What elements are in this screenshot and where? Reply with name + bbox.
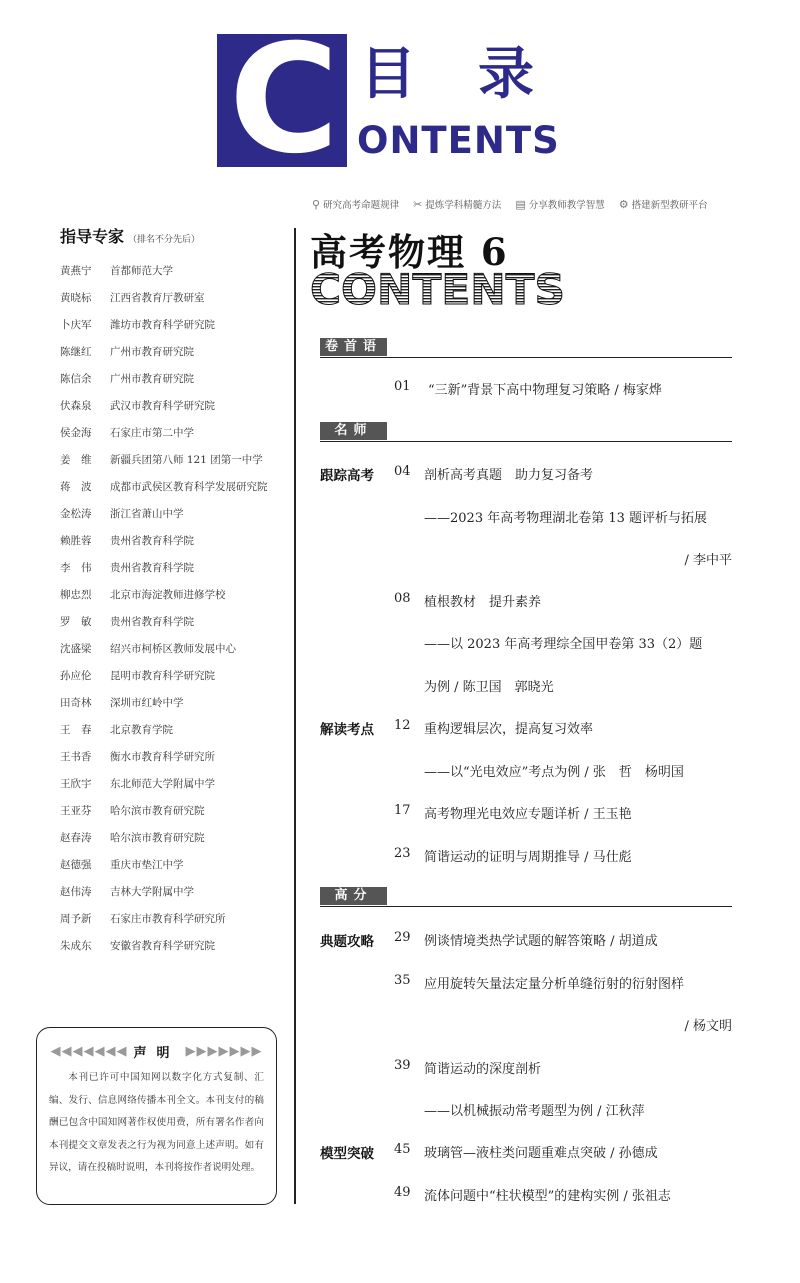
notice-box: [36, 1027, 277, 1205]
expert-organization: 成都市武侯区教育科学发展研究院: [110, 481, 268, 493]
expert-name: 柳忠烈: [60, 589, 92, 601]
expert-row: [60, 722, 290, 749]
expert-organization: 江西省教育厅教研室: [110, 292, 205, 304]
expert-name: 朱成东: [60, 940, 92, 952]
expert-organization: 首都师范大学: [110, 265, 173, 277]
expert-organization: 贵州省教育科学院: [110, 562, 194, 574]
contents-outline-word: [310, 268, 570, 310]
logo-letter: C: [228, 13, 336, 187]
toc-page-number: 04: [394, 464, 411, 479]
document-icon: ▤: [515, 197, 526, 211]
expert-organization: 安徽省教育科学研究院: [110, 940, 215, 952]
expert-row: [60, 425, 290, 452]
expert-row: [60, 641, 290, 668]
toc-page-number: 45: [394, 1142, 411, 1157]
expert-row: [60, 911, 290, 938]
contents-title-cn: 目录: [360, 42, 596, 107]
notice-title: 声明: [133, 1046, 180, 1061]
expert-name: 黄燕宁: [60, 265, 92, 277]
toc-entry[interactable]: “三新”背景下高中物理复习策略 / 梅家烨: [428, 383, 662, 398]
column-divider: [294, 228, 296, 1204]
toc-entry[interactable]: 剖析高考真题 助力复习备考: [424, 468, 594, 483]
expert-organization: 广州市教育研究院: [110, 346, 194, 358]
expert-organization: 新疆兵团第八师 121 团第一中学: [110, 454, 263, 466]
expert-name: 侯金海: [60, 427, 92, 439]
expert-organization: 衡水市教育科学研究所: [110, 751, 215, 763]
expert-name: 罗 敏: [60, 616, 92, 628]
expert-organization: 石家庄市教育科学研究所: [110, 913, 226, 925]
expert-organization: 贵州省教育科学院: [110, 535, 194, 547]
expert-name: 李 伟: [60, 562, 92, 574]
expert-name: 蒋 波: [60, 481, 92, 493]
tools-icon: ✂: [413, 197, 423, 211]
slogan: ✂ 提炼学科精髓方法: [413, 197, 502, 211]
expert-name: 陈信余: [60, 373, 92, 385]
toc-entry[interactable]: 流体问题中“柱状模型”的建构实例 / 张祖志: [424, 1189, 671, 1204]
expert-organization: 东北师范大学附属中学: [110, 778, 215, 790]
toc-entry[interactable]: 植根教材 提升素养: [424, 595, 542, 610]
section-bar: [320, 887, 732, 907]
expert-organization: 吉林大学附属中学: [110, 886, 194, 898]
expert-row: [60, 938, 290, 965]
expert-name: 沈盛梁: [60, 643, 92, 655]
slogan: ⚲ 研究高考命题规律: [312, 197, 400, 211]
expert-organization: 潍坊市教育科学研究院: [110, 319, 215, 331]
expert-row: [60, 506, 290, 533]
notice-body: 本刊已许可中国知网以数字化方式复制、汇编、发行、信息网络传播本刊全文。本刊支付的稿酬已包含中国知网著作权使用费，所有署名作者向本刊提交文章发表之行为视为同意上述声明。如有异议，请在投稿时说明，本刊将按作者说明处理。: [49, 1072, 264, 1173]
toc-page-number: 23: [394, 846, 411, 861]
logo-block: [217, 13, 347, 187]
toc-entry[interactable]: 玻璃管—液柱类问题重难点突破 / 孙德成: [424, 1146, 658, 1161]
toc-entry[interactable]: 简谐运动的证明与周期推导 / 马仕彪: [424, 850, 632, 865]
expert-row: [60, 560, 290, 587]
expert-organization: 浙江省萧山中学: [110, 508, 184, 520]
toc-entry[interactable]: 简谐运动的深度剖析: [424, 1062, 542, 1077]
expert-name: 王亚芬: [60, 805, 92, 817]
expert-organization: 广州市教育研究院: [110, 373, 194, 385]
expert-name: 王书香: [60, 751, 92, 763]
expert-row: [60, 695, 290, 722]
expert-row: [60, 803, 290, 830]
expert-row: [60, 587, 290, 614]
expert-row: [60, 371, 290, 398]
toc-page-number: 35: [394, 973, 411, 988]
toc-page-number: 39: [394, 1058, 411, 1073]
slogan: ▤ 分享教师教学智慧: [515, 197, 605, 211]
expert-row: [60, 263, 290, 290]
expert-row: [60, 398, 290, 425]
experts-heading: 指导专家 （排名不分先后）: [60, 227, 201, 246]
section-tag: 卷首语: [320, 338, 387, 356]
expert-name: 孙应伦: [60, 670, 92, 682]
expert-organization: 石家庄市第二中学: [110, 427, 194, 439]
toc-page-number: 01: [394, 379, 411, 394]
section-bar: [320, 422, 732, 442]
expert-row: [60, 614, 290, 641]
expert-name: 姜 维: [60, 454, 92, 466]
magazine-title: 高考物理 6: [310, 230, 509, 274]
expert-row: [60, 344, 290, 371]
expert-name: 卜庆军: [60, 319, 92, 331]
slogan-bar: [312, 197, 708, 211]
toc-page-number: 12: [394, 718, 411, 733]
expert-organization: 贵州省教育科学院: [110, 616, 194, 628]
toc-entry-author: / 杨文明: [684, 1019, 732, 1034]
expert-row: [60, 533, 290, 560]
section-tag: 高分: [320, 887, 387, 905]
expert-row: [60, 830, 290, 857]
svg-text:CONTENTS: CONTENTS: [310, 268, 565, 310]
expert-organization: 北京市海淀教师进修学校: [110, 589, 226, 601]
toc-page-number: 17: [394, 803, 411, 818]
toc-entry-subtitle: ——以“光电效应”考点为例 / 张 哲 杨明国: [424, 765, 684, 780]
section-bar: [320, 338, 732, 358]
expert-organization: 昆明市教育科学研究院: [110, 670, 215, 682]
expert-name: 王欣宇: [60, 778, 92, 790]
toc-category: 解读考点: [320, 722, 374, 738]
section-tag: 名师: [320, 422, 387, 440]
expert-name: 周予新: [60, 913, 92, 925]
experts-list: [60, 263, 290, 965]
toc-entry[interactable]: 重构逻辑层次，提高复习效率: [424, 722, 594, 737]
expert-organization: 哈尔滨市教育研究院: [110, 832, 205, 844]
expert-organization: 武汉市教育科学研究院: [110, 400, 215, 412]
toc-page-number: 49: [394, 1185, 411, 1200]
expert-organization: 深圳市红岭中学: [110, 697, 184, 709]
expert-row: [60, 749, 290, 776]
toc-entry-subtitle: ——以 2023 年高考理综全国甲卷第 33（2）题: [424, 637, 703, 652]
contents-title-en: ONTENTS: [357, 119, 560, 162]
expert-row: [60, 857, 290, 884]
toc-page-number: 29: [394, 930, 411, 945]
expert-name: 金松涛: [60, 508, 92, 520]
expert-organization: 绍兴市柯桥区教师发展中心: [110, 643, 236, 655]
arrows-right-icon: ▶▶▶▶▶▶▶: [185, 1044, 263, 1059]
toc-entry[interactable]: 例谈情境类热学试题的解答策略 / 胡道成: [424, 934, 658, 949]
toc-entry-author: / 李中平: [684, 553, 732, 568]
expert-row: [60, 776, 290, 803]
expert-name: 陈继红: [60, 346, 92, 358]
expert-row: [60, 317, 290, 344]
expert-organization: 北京教育学院: [110, 724, 173, 736]
expert-organization: 哈尔滨市教育研究院: [110, 805, 205, 817]
magnifier-icon: ⚲: [312, 197, 321, 211]
toc-entry[interactable]: 应用旋转矢量法定量分析单缝衍射的衍射图样: [424, 977, 685, 992]
toc-page-number: 08: [394, 591, 411, 606]
expert-name: 赵春涛: [60, 832, 92, 844]
notice-header: [49, 1042, 264, 1061]
expert-row: [60, 290, 290, 317]
expert-name: 黄晓标: [60, 292, 92, 304]
toc-entry-author: 为例 / 陈卫国 郭晓光: [424, 680, 554, 695]
toc-entry-subtitle: ——以机械振动常考题型为例 / 江秋萍: [424, 1104, 645, 1119]
expert-name: 赖胜蓉: [60, 535, 92, 547]
toc-entry-subtitle: ——2023 年高考物理湖北卷第 13 题评析与拓展: [424, 511, 708, 526]
expert-organization: 重庆市垫江中学: [110, 859, 184, 871]
expert-row: [60, 884, 290, 911]
arrows-left-icon: ◀◀◀◀◀◀◀: [50, 1044, 128, 1059]
slogan: ⚙ 搭建新型教研平台: [618, 197, 708, 211]
expert-row: [60, 452, 290, 479]
expert-name: 赵德强: [60, 859, 92, 871]
toc-category: 跟踪高考: [320, 468, 374, 484]
experts-note: （排名不分先后）: [128, 235, 201, 245]
expert-name: 伏森泉: [60, 400, 92, 412]
gear-icon: ⚙: [618, 197, 629, 211]
toc-category: 模型突破: [320, 1146, 374, 1162]
expert-name: 田奇林: [60, 697, 92, 709]
expert-row: [60, 668, 290, 695]
toc-category: 典题攻略: [320, 934, 374, 950]
expert-row: [60, 479, 290, 506]
toc-entry[interactable]: 高考物理光电效应专题详析 / 王玉艳: [424, 807, 632, 822]
expert-name: 赵伟涛: [60, 886, 92, 898]
expert-name: 王 春: [60, 724, 92, 736]
